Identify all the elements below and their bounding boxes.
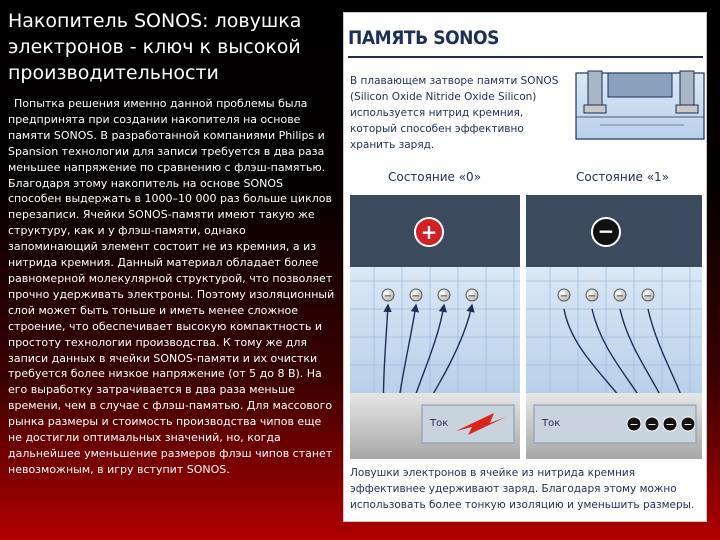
svg-text:−: − — [587, 291, 597, 302]
state-1-panel — [526, 195, 702, 459]
svg-text:−: − — [647, 418, 657, 431]
state-0-panel — [350, 195, 520, 459]
svg-text:−: − — [439, 291, 449, 302]
slide-body-text: Попытка решения именно данной проблемы была предпринята при создании накопителя на основе памяти SONOS. В разработанной компаниями Philips и Spansion технологии для записи требуется в два раза меньшее напряжение по сравнению с флэш-памятью. Благодаря этому накопитель на основе SONOS способен выдержать в 1000–10 000 раз больше циклов перезаписи. Ячейки SONOS-памяти имеют такую же структуру, как и у флэш-памяти, однако запоминающий элемент состоит не из кремния, а из нитрида кремния. Данный материал обладает более равномерной молекулярной структурой, что позволяет прочно удерживать электроны. Поэтому изоляционный слой может быть тоньше и иметь менее сложное строение, что обеспечивает высокую компактность и простоту технологии производства. К тому же для записи данных в ячейки SONOS-памяти и их очистки требуется более низкое напряжение (от 5 до 8 В). На его выработку затрачивается в два раза меньше времени, чем в случае с флэш-памятью. Для массового рынка размеры и стоимость производства чипов еще не достигли оптимальных значений, но, когда дальнейшее уменьшение размеров флэш чипов станет невозможным, в игру вступит SONOS. — [8, 97, 335, 476]
svg-text:−: − — [559, 291, 569, 302]
schematic-source-pad — [584, 105, 606, 113]
figure-caption: Ловушки электронов в ячейке из нитрида кремния эффективнее удерживают заряд. Благодаря этому можно использовать более тонкую изоляцию и уменьшить размеры. — [350, 467, 695, 511]
svg-text:−: − — [629, 418, 639, 431]
schematic-gate — [608, 73, 672, 97]
svg-text:−: − — [467, 291, 477, 302]
schematic-drain-pillar — [680, 71, 694, 107]
svg-text:−: − — [383, 291, 393, 302]
cell-schematic — [576, 71, 704, 139]
sonos-cell-diagram — [344, 13, 708, 523]
svg-text:−: − — [411, 291, 421, 302]
state-0-label: Состояние «0» — [388, 170, 482, 184]
state-0-current-label: Ток — [430, 418, 449, 429]
svg-text:−: − — [615, 291, 625, 302]
state-1-current-label: Ток — [542, 418, 561, 429]
figure-title: ПАМЯТЬ SONOS — [348, 27, 500, 49]
slide-title: Накопитель SONOS: ловушка электронов - ключ к высокой производительности — [8, 10, 302, 84]
svg-text:−: − — [683, 418, 693, 431]
svg-text:−: − — [643, 291, 653, 302]
sonos-figure — [343, 12, 707, 522]
negative-charge-sign: − — [597, 219, 615, 243]
svg-text:−: − — [665, 418, 675, 431]
positive-charge-sign: + — [420, 220, 438, 244]
schematic-drain-pad — [676, 105, 698, 113]
schematic-source-pillar — [588, 71, 602, 107]
state-1-label: Состояние «1» — [576, 170, 670, 184]
state-0-nitride-layer — [350, 267, 520, 393]
state-1-nitride-layer — [526, 267, 702, 393]
figure-intro-text: В плавающем затворе памяти SONOS (Silicon Oxide Nitride Oxide Silicon) используется нитрид кремния, который способен эффективно хранить заряд. — [350, 75, 559, 151]
